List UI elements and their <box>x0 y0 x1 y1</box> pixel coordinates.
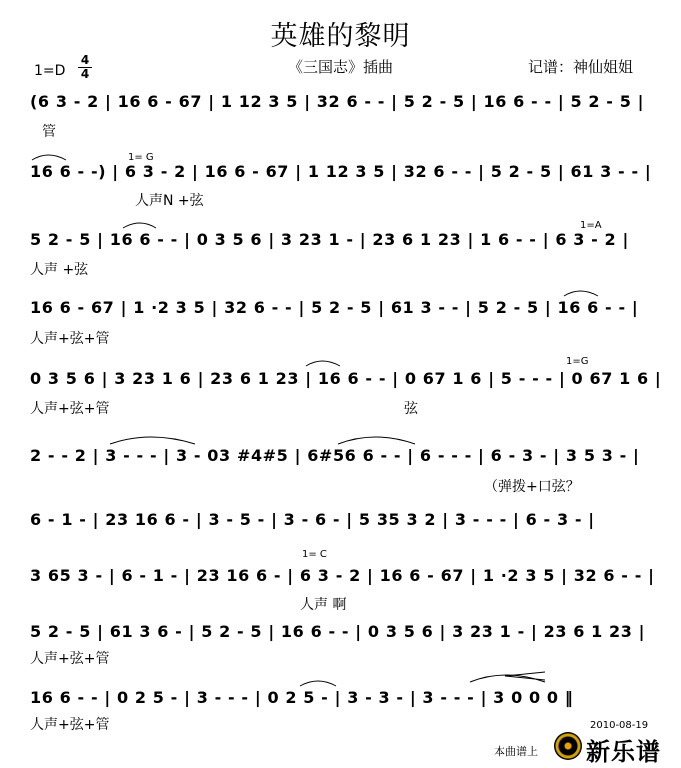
instrument-note: 人声 啊 <box>300 597 347 613</box>
notation-row <box>30 298 660 324</box>
notation-row <box>30 622 660 648</box>
slur <box>338 437 415 444</box>
arranger-credit: 记谱：神仙姐姐 <box>528 58 634 76</box>
notation-text: 5 2 - 5 | 16 6 - - | 0 3 5 6 | 3 23 1 - | 23 6 1 23 | 1 6 - - | 6 3 - 2 | <box>30 230 629 249</box>
notation-row <box>30 446 660 472</box>
crescendo-line <box>505 672 545 676</box>
notation-row <box>30 162 660 188</box>
instrument-note: 人声N +弦 <box>135 193 204 209</box>
song-subtitle: 《三国志》插曲 <box>287 58 393 76</box>
time-signature-bottom: 4 <box>80 67 90 81</box>
notation-row <box>30 566 660 592</box>
instrument-note: 人声+弦+管 <box>30 651 110 667</box>
notation-row <box>30 92 660 118</box>
record-disc-icon <box>554 732 582 760</box>
notation-row <box>30 369 660 395</box>
instrument-note: 人声 +弦 <box>30 262 89 278</box>
instrument-note: 弦 <box>404 401 418 417</box>
slur <box>32 155 66 160</box>
key-signature: 1=D <box>34 63 66 79</box>
site-logo <box>554 732 676 764</box>
modulation-marker: 1=A <box>580 220 602 231</box>
slur <box>300 681 336 686</box>
slur <box>470 675 545 682</box>
source-credit: 本曲谱上 <box>494 745 538 758</box>
modulation-marker: 1= G <box>128 152 154 163</box>
notation-row <box>30 688 660 714</box>
modulation-marker: 1= C <box>302 549 327 560</box>
instrument-note: 人声+弦+管 <box>30 401 110 417</box>
notation-text: 16 6 - 67 | 1 ·2 3 5 | 32 6 - - | 5 2 - 5 | 61 3 - - | 5 2 - 5 | 16 6 - - | <box>30 298 639 317</box>
notation-row <box>30 510 660 536</box>
time-signature-top: 4 <box>80 53 90 67</box>
notation-text: 3 65 3 - | 6 - 1 - | 23 16 6 - | 6 3 - 2 | 16 6 - 67 | 1 ·2 3 5 | 32 6 - - | <box>30 566 655 585</box>
instrument-note: 人声+弦+管 <box>30 331 110 347</box>
publish-date: 2010-08-19 <box>590 720 649 731</box>
logo-text: 新乐谱 <box>586 738 661 766</box>
notation-text: (6 3 - 2 | 16 6 - 67 | 1 12 3 5 | 32 6 - - | 5 2 - 5 | 16 6 - - | 5 2 - 5 | <box>30 92 645 111</box>
notation-text: 2 - - 2 | 3 - - - | 3 - 03 #4#5 | 6#56 6 - - | 6 - - - | 6 - 3 - | 3 5 3 - | <box>30 446 640 465</box>
crescendo-line <box>505 676 545 680</box>
slur <box>110 437 195 444</box>
slur <box>306 361 340 366</box>
slur <box>123 223 156 228</box>
notation-text: 0 3 5 6 | 3 23 1 6 | 23 6 1 23 | 16 6 - - | 0 67 1 6 | 5 - - - | 0 67 1 6 | <box>30 369 662 388</box>
notation-text: 16 6 - -) | 6 3 - 2 | 16 6 - 67 | 1 12 3 5 | 32 6 - - | 5 2 - 5 | 61 3 - - | <box>30 162 652 181</box>
slur <box>564 291 598 296</box>
instrument-note: （弹拨+口弦？ <box>484 479 580 495</box>
time-signature <box>78 55 92 80</box>
notation-text: 5 2 - 5 | 61 3 6 - | 5 2 - 5 | 16 6 - - | 0 3 5 6 | 3 23 1 - | 23 6 1 23 | <box>30 622 646 641</box>
notation-text: 16 6 - - | 0 2 5 - | 3 - - - | 0 2 5 - | 3 - 3 - | 3 - - - | 3 0 0 0 ‖ <box>30 688 574 707</box>
notation-text: 6 - 1 - | 23 16 6 - | 3 - 5 - | 3 - 6 - | 5 35 3 2 | 3 - - - | 6 - 3 - | <box>30 510 595 529</box>
modulation-marker: 1=G <box>566 356 589 367</box>
notation-row <box>30 230 660 256</box>
song-title: 英雄的黎明 <box>270 21 411 52</box>
instrument-note: 人声+弦+管 <box>30 717 110 733</box>
instrument-note: 管 <box>42 124 56 140</box>
